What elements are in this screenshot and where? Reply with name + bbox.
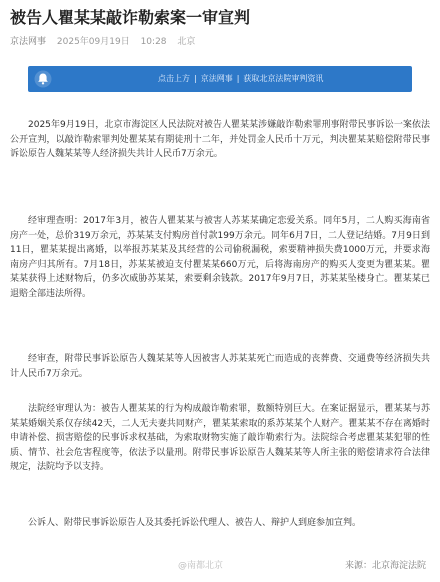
article-meta	[10, 36, 430, 48]
banner-account-name[interactable]: 京法网事	[200, 74, 233, 83]
article-title: 被告人瞿某某敲诈勒索案一审宣判	[10, 8, 251, 27]
banner-subtitle: 获取北京法院审判资讯	[243, 74, 324, 83]
article-source-note: 来源：北京海淀法院	[344, 561, 426, 571]
paragraph-court-opinion: 法院经审理认为：被告人瞿某某的行为构成敲诈勒索罪，数额特别巨大。在案证据显示，瞿某某与苏某某婚姻关系仅存续42天，二人无夫妻共同财产，瞿某某索取的系苏某某个人财产。瞿某某不存在离婚时申请补偿、损害赔偿的民事诉求权基础，为索取财物实施了敲诈勒索行为。法院综合考虑瞿某某犯罪的性质、情节、社会危害程度等，依法予以量刑。附带民事诉讼原告人魏某某等人所主张的赔偿请求符合法律规定，法院均予以支持。	[10, 404, 430, 473]
publish-time: 10:28	[140, 37, 167, 47]
paragraph-verdict: 2025年9月19日，北京市海淀区人民法院对被告人瞿某某涉嫌敲诈勒索罪刑事附带民事诉讼一案依法公开宣判，以敲诈勒索罪判处瞿某某有期徒刑十二年，并处罚金人民币十万元，判决瞿某某赔偿附带民事诉讼原告人魏某某等人经济损失共计人民币7万余元。	[10, 120, 430, 160]
bell-icon	[34, 70, 52, 88]
follow-banner[interactable]	[28, 66, 412, 92]
watermark: @南都北京	[178, 561, 224, 571]
banner-text: 点击上方 | 京法网事 | 获取北京法院审判资讯	[158, 74, 324, 83]
publish-location: 北京	[177, 37, 196, 47]
paragraph-civil-claim: 经审查，附带民事诉讼原告人魏某某等人因被害人苏某某死亡而造成的丧葬费、交通费等经济损失共计人民币7万余元。	[10, 354, 430, 379]
source-link[interactable]: 京法网事	[10, 37, 47, 47]
publish-date: 2025年09月19日	[56, 37, 130, 47]
paragraph-attendance: 公诉人、附带民事诉讼原告人及其委托诉讼代理人、被告人、辩护人到庭参加宣判。	[28, 518, 362, 528]
banner-click-above: 点击上方	[158, 74, 190, 83]
paragraph-facts: 经审理查明：2017年3月，被告人瞿某某与被害人苏某某确定恋爱关系。同年5月，二人购买海南省房产一处，总价319万余元，苏某某支付购房首付款199万余元。同年6月7日，二人登记结婚。7月9日到11日，瞿某某提出离婚，以举报苏某某及其经营的公司偷税漏税，索要精神损失费1000万元，并要求海南房产归其所有。7月18日，苏某某被迫支付瞿某某660万元，后将海南房产的购买人变更为瞿某某。瞿某某获得上述财物后，仍多次威胁苏某某，索要剩余钱款。2017年9月7日，苏某某坠楼身亡。瞿某某已退赔全部违法所得。	[10, 216, 430, 299]
